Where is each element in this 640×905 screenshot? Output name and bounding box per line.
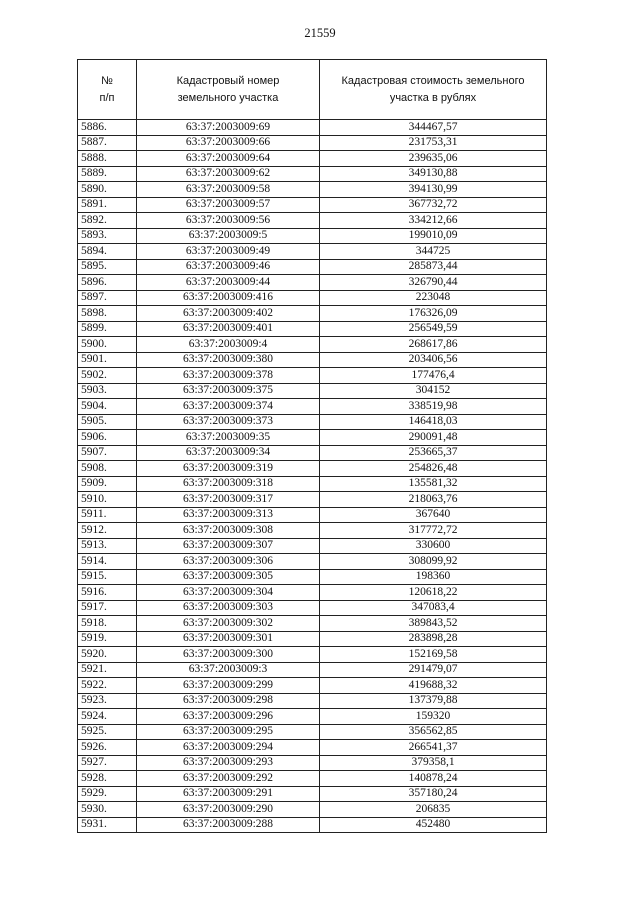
row-number-cell: 5906. xyxy=(78,430,137,446)
table-row xyxy=(78,771,547,787)
cadastral-value-cell: 419688,32 xyxy=(320,678,547,694)
table-row xyxy=(78,321,547,337)
cadastral-value-cell: 254826,48 xyxy=(320,461,547,477)
table-row xyxy=(78,554,547,570)
cadastral-value-cell: 344467,57 xyxy=(320,120,547,136)
table-row xyxy=(78,492,547,508)
cadastral-value-cell: 223048 xyxy=(320,290,547,306)
cadastral-value-cell: 206835 xyxy=(320,802,547,818)
cadastral-number-cell: 63:37:2003009:46 xyxy=(137,259,320,275)
cadastral-number-cell: 63:37:2003009:301 xyxy=(137,631,320,647)
cadastral-number-cell: 63:37:2003009:401 xyxy=(137,321,320,337)
cadastral-value-cell: 379358,1 xyxy=(320,755,547,771)
table-row xyxy=(78,709,547,725)
table-row xyxy=(78,445,547,461)
row-number-cell: 5887. xyxy=(78,135,137,151)
cadastral-number-cell: 63:37:2003009:308 xyxy=(137,523,320,539)
row-number-cell: 5903. xyxy=(78,383,137,399)
cadastral-number-cell: 63:37:2003009:299 xyxy=(137,678,320,694)
cadastral-number-cell: 63:37:2003009:302 xyxy=(137,616,320,632)
cadastral-number-cell: 63:37:2003009:64 xyxy=(137,151,320,167)
cadastral-value-cell: 317772,72 xyxy=(320,523,547,539)
table-row xyxy=(78,228,547,244)
row-number-cell: 5910. xyxy=(78,492,137,508)
table-body xyxy=(78,120,547,833)
table-row xyxy=(78,693,547,709)
table-row xyxy=(78,631,547,647)
row-number-cell: 5916. xyxy=(78,585,137,601)
cadastral-value-cell: 338519,98 xyxy=(320,399,547,415)
cadastral-value-cell: 394130,99 xyxy=(320,182,547,198)
table-row xyxy=(78,678,547,694)
cadastral-number-cell: 63:37:2003009:319 xyxy=(137,461,320,477)
cadastral-value-cell: 356562,85 xyxy=(320,724,547,740)
table-row xyxy=(78,151,547,167)
cadastral-number-cell: 63:37:2003009:317 xyxy=(137,492,320,508)
row-number-cell: 5886. xyxy=(78,120,137,136)
table-row xyxy=(78,662,547,678)
table-row xyxy=(78,461,547,477)
cadastral-number-cell: 63:37:2003009:318 xyxy=(137,476,320,492)
row-number-cell: 5888. xyxy=(78,151,137,167)
table-row xyxy=(78,213,547,229)
cadastral-number-cell: 63:37:2003009:304 xyxy=(137,585,320,601)
table-row xyxy=(78,197,547,213)
row-number-cell: 5925. xyxy=(78,724,137,740)
cadastral-value-cell: 357180,24 xyxy=(320,786,547,802)
header-cadastral-number-line-1: Кадастровый номер xyxy=(176,74,280,87)
row-number-cell: 5930. xyxy=(78,802,137,818)
row-number-cell: 5901. xyxy=(78,352,137,368)
header-row-number-line-1: № xyxy=(101,74,113,87)
cadastral-value-cell: 159320 xyxy=(320,709,547,725)
table-row xyxy=(78,166,547,182)
cadastral-number-cell: 63:37:2003009:294 xyxy=(137,740,320,756)
cadastral-number-cell: 63:37:2003009:378 xyxy=(137,368,320,384)
row-number-cell: 5890. xyxy=(78,182,137,198)
cadastral-value-cell: 330600 xyxy=(320,538,547,554)
table-row xyxy=(78,182,547,198)
table-row xyxy=(78,275,547,291)
row-number-cell: 5917. xyxy=(78,600,137,616)
cadastral-value-cell: 290091,48 xyxy=(320,430,547,446)
row-number-cell: 5928. xyxy=(78,771,137,787)
cadastral-value-cell: 177476,4 xyxy=(320,368,547,384)
table-row xyxy=(78,476,547,492)
cadastral-number-cell: 63:37:2003009:44 xyxy=(137,275,320,291)
table-row xyxy=(78,135,547,151)
page-number: 21559 xyxy=(304,26,336,40)
table-row xyxy=(78,600,547,616)
cadastral-number-cell: 63:37:2003009:300 xyxy=(137,647,320,663)
cadastral-value-cell: 367640 xyxy=(320,507,547,523)
row-number-cell: 5918. xyxy=(78,616,137,632)
cadastral-number-cell: 63:37:2003009:307 xyxy=(137,538,320,554)
table-row xyxy=(78,430,547,446)
cadastral-value-cell: 334212,66 xyxy=(320,213,547,229)
cadastral-number-cell: 63:37:2003009:62 xyxy=(137,166,320,182)
table-row xyxy=(78,259,547,275)
table-row xyxy=(78,337,547,353)
cadastral-number-cell: 63:37:2003009:305 xyxy=(137,569,320,585)
cadastral-number-cell: 63:37:2003009:292 xyxy=(137,771,320,787)
cadastral-number-cell: 63:37:2003009:402 xyxy=(137,306,320,322)
cadastral-value-cell: 120618,22 xyxy=(320,585,547,601)
cadastral-number-cell: 63:37:2003009:56 xyxy=(137,213,320,229)
header-cadastral-number xyxy=(137,60,320,120)
cadastral-number-cell: 63:37:2003009:298 xyxy=(137,693,320,709)
cadastral-number-cell: 63:37:2003009:4 xyxy=(137,337,320,353)
row-number-cell: 5927. xyxy=(78,755,137,771)
cadastral-value-cell: 285873,44 xyxy=(320,259,547,275)
cadastral-number-cell: 63:37:2003009:66 xyxy=(137,135,320,151)
row-number-cell: 5929. xyxy=(78,786,137,802)
cadastral-value-cell: 268617,86 xyxy=(320,337,547,353)
row-number-cell: 5893. xyxy=(78,228,137,244)
row-number-cell: 5889. xyxy=(78,166,137,182)
table-row xyxy=(78,616,547,632)
table-row xyxy=(78,244,547,260)
row-number-cell: 5892. xyxy=(78,213,137,229)
row-number-cell: 5914. xyxy=(78,554,137,570)
cadastral-value-cell: 291479,07 xyxy=(320,662,547,678)
row-number-cell: 5911. xyxy=(78,507,137,523)
row-number-cell: 5919. xyxy=(78,631,137,647)
cadastral-value-cell: 347083,4 xyxy=(320,600,547,616)
table-row xyxy=(78,647,547,663)
row-number-cell: 5908. xyxy=(78,461,137,477)
cadastral-number-cell: 63:37:2003009:380 xyxy=(137,352,320,368)
table-row xyxy=(78,802,547,818)
header-cadastral-value-line-1: Кадастровая стоимость земельного xyxy=(341,74,525,87)
table-row xyxy=(78,538,547,554)
table-row xyxy=(78,399,547,415)
header-cadastral-value-line-2: участка в рублях xyxy=(389,91,477,104)
cadastral-value-cell: 326790,44 xyxy=(320,275,547,291)
table-row xyxy=(78,414,547,430)
row-number-cell: 5900. xyxy=(78,337,137,353)
cadastral-number-cell: 63:37:2003009:58 xyxy=(137,182,320,198)
cadastral-number-cell: 63:37:2003009:69 xyxy=(137,120,320,136)
cadastral-value-cell: 137379,88 xyxy=(320,693,547,709)
row-number-cell: 5909. xyxy=(78,476,137,492)
cadastral-value-cell: 199010,09 xyxy=(320,228,547,244)
cadastral-value-cell: 389843,52 xyxy=(320,616,547,632)
row-number-cell: 5891. xyxy=(78,197,137,213)
row-number-cell: 5931. xyxy=(78,817,137,833)
table-row xyxy=(78,740,547,756)
row-number-cell: 5894. xyxy=(78,244,137,260)
cadastral-value-cell: 231753,31 xyxy=(320,135,547,151)
cadastral-number-cell: 63:37:2003009:374 xyxy=(137,399,320,415)
row-number-cell: 5895. xyxy=(78,259,137,275)
table-header xyxy=(78,60,547,120)
cadastral-value-cell: 253665,37 xyxy=(320,445,547,461)
row-number-cell: 5904. xyxy=(78,399,137,415)
cadastral-number-cell: 63:37:2003009:291 xyxy=(137,786,320,802)
table-row xyxy=(78,306,547,322)
cadastral-number-cell: 63:37:2003009:293 xyxy=(137,755,320,771)
cadastral-number-cell: 63:37:2003009:313 xyxy=(137,507,320,523)
cadastral-value-table xyxy=(77,59,547,833)
cadastral-value-cell: 452480 xyxy=(320,817,547,833)
cadastral-number-cell: 63:37:2003009:34 xyxy=(137,445,320,461)
cadastral-number-cell: 63:37:2003009:35 xyxy=(137,430,320,446)
cadastral-value-cell: 218063,76 xyxy=(320,492,547,508)
cadastral-value-cell: 176326,09 xyxy=(320,306,547,322)
header-row-number-line-2: п/п xyxy=(99,91,115,104)
row-number-cell: 5920. xyxy=(78,647,137,663)
table-row xyxy=(78,352,547,368)
table-row xyxy=(78,290,547,306)
cadastral-number-cell: 63:37:2003009:3 xyxy=(137,662,320,678)
cadastral-number-cell: 63:37:2003009:288 xyxy=(137,817,320,833)
table-row xyxy=(78,368,547,384)
cadastral-number-cell: 63:37:2003009:295 xyxy=(137,724,320,740)
cadastral-value-cell: 152169,58 xyxy=(320,647,547,663)
table-row xyxy=(78,569,547,585)
header-cadastral-number-line-2: земельного участка xyxy=(177,91,279,104)
row-number-cell: 5899. xyxy=(78,321,137,337)
table-row xyxy=(78,585,547,601)
row-number-cell: 5898. xyxy=(78,306,137,322)
table-row xyxy=(78,383,547,399)
row-number-cell: 5902. xyxy=(78,368,137,384)
row-number-cell: 5926. xyxy=(78,740,137,756)
row-number-cell: 5915. xyxy=(78,569,137,585)
header-cadastral-value xyxy=(320,60,547,120)
cadastral-value-cell: 349130,88 xyxy=(320,166,547,182)
table-row xyxy=(78,755,547,771)
cadastral-value-cell: 146418,03 xyxy=(320,414,547,430)
cadastral-value-cell: 140878,24 xyxy=(320,771,547,787)
cadastral-number-cell: 63:37:2003009:375 xyxy=(137,383,320,399)
row-number-cell: 5921. xyxy=(78,662,137,678)
row-number-cell: 5913. xyxy=(78,538,137,554)
cadastral-number-cell: 63:37:2003009:49 xyxy=(137,244,320,260)
cadastral-number-cell: 63:37:2003009:303 xyxy=(137,600,320,616)
cadastral-value-cell: 135581,32 xyxy=(320,476,547,492)
header-row-number xyxy=(78,60,137,120)
row-number-cell: 5896. xyxy=(78,275,137,291)
cadastral-number-cell: 63:37:2003009:5 xyxy=(137,228,320,244)
table-row xyxy=(78,507,547,523)
row-number-cell: 5912. xyxy=(78,523,137,539)
table-row xyxy=(78,120,547,136)
cadastral-value-cell: 266541,37 xyxy=(320,740,547,756)
table-row xyxy=(78,724,547,740)
cadastral-value-cell: 256549,59 xyxy=(320,321,547,337)
cadastral-value-cell: 203406,56 xyxy=(320,352,547,368)
table-row xyxy=(78,817,547,833)
cadastral-number-cell: 63:37:2003009:373 xyxy=(137,414,320,430)
cadastral-value-cell: 308099,92 xyxy=(320,554,547,570)
cadastral-value-cell: 198360 xyxy=(320,569,547,585)
row-number-cell: 5923. xyxy=(78,693,137,709)
cadastral-number-cell: 63:37:2003009:306 xyxy=(137,554,320,570)
cadastral-number-cell: 63:37:2003009:416 xyxy=(137,290,320,306)
table-row xyxy=(78,786,547,802)
cadastral-value-cell: 367732,72 xyxy=(320,197,547,213)
cadastral-value-cell: 304152 xyxy=(320,383,547,399)
row-number-cell: 5922. xyxy=(78,678,137,694)
table-row xyxy=(78,523,547,539)
cadastral-value-cell: 239635,06 xyxy=(320,151,547,167)
cadastral-value-cell: 344725 xyxy=(320,244,547,260)
row-number-cell: 5897. xyxy=(78,290,137,306)
cadastral-value-cell: 283898,28 xyxy=(320,631,547,647)
cadastral-number-cell: 63:37:2003009:296 xyxy=(137,709,320,725)
cadastral-number-cell: 63:37:2003009:57 xyxy=(137,197,320,213)
row-number-cell: 5907. xyxy=(78,445,137,461)
cadastral-number-cell: 63:37:2003009:290 xyxy=(137,802,320,818)
row-number-cell: 5924. xyxy=(78,709,137,725)
row-number-cell: 5905. xyxy=(78,414,137,430)
